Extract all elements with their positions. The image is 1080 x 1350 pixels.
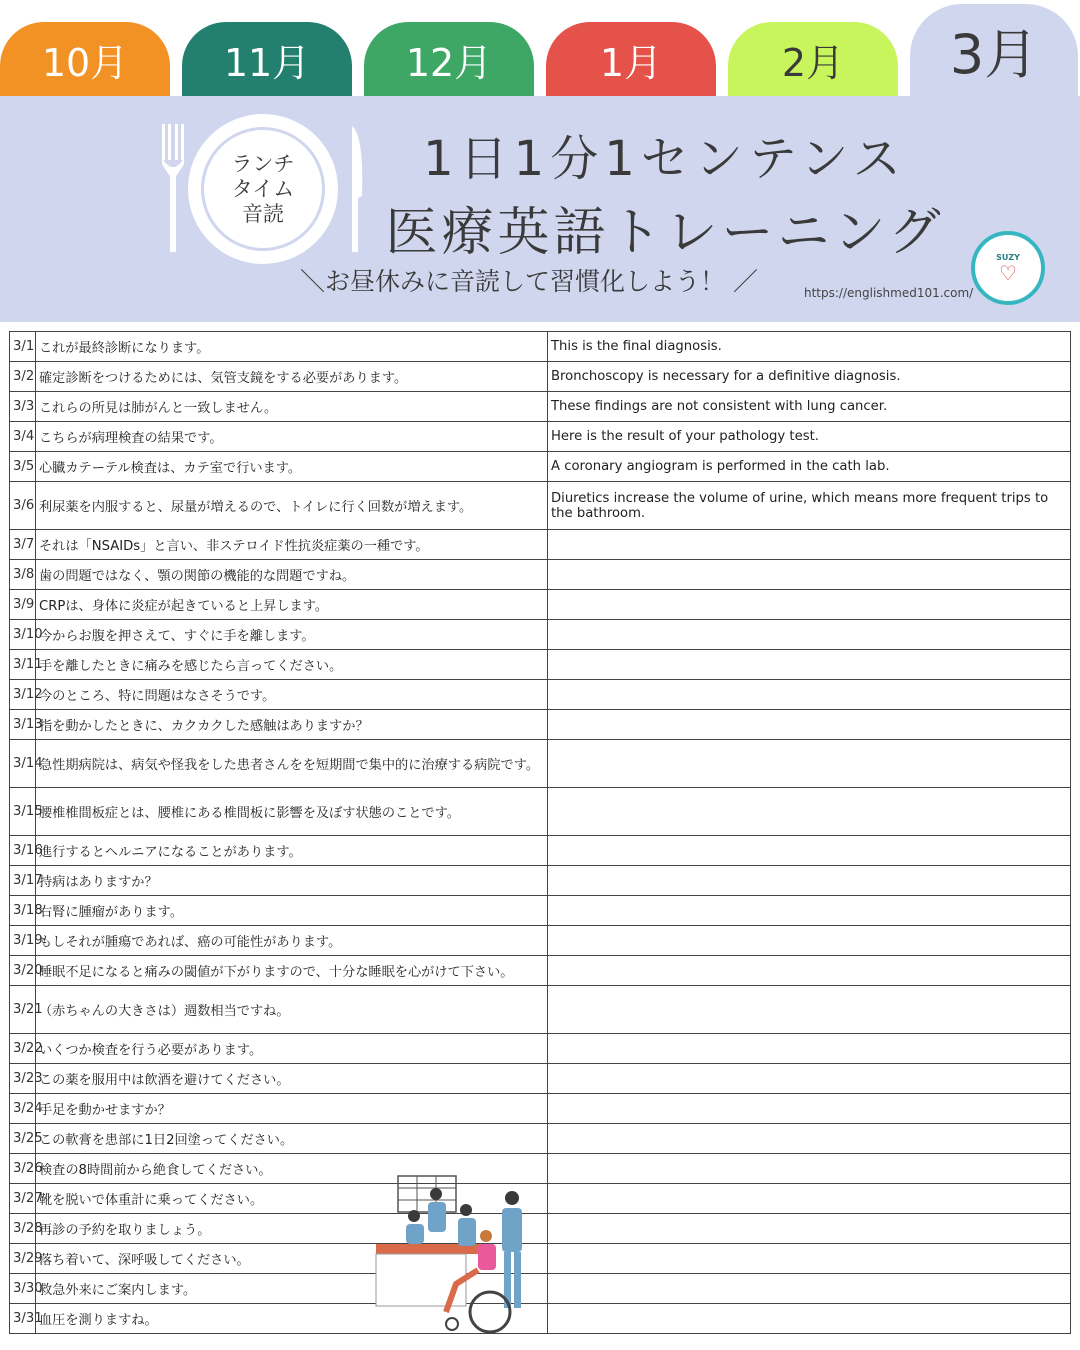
- english-translation-cell[interactable]: [548, 620, 1071, 650]
- date-cell: 3/24: [10, 1094, 36, 1124]
- plate-text-3: 音読: [242, 201, 284, 226]
- table-row: [10, 422, 1071, 452]
- english-translation-cell[interactable]: These findings are not consistent with lung cancer.: [548, 392, 1071, 422]
- knife-icon: [348, 126, 364, 254]
- japanese-sentence-cell: 睡眠不足になると痛みの閾値が下がりますので、十分な睡眠を心がけて下さい。: [36, 956, 548, 986]
- date-cell: 3/1: [10, 332, 36, 362]
- date-cell: 3/4: [10, 422, 36, 452]
- date-cell: 3/19: [10, 926, 36, 956]
- japanese-sentence-cell: 落ち着いて、深呼吸してください。: [36, 1244, 548, 1274]
- english-translation-cell[interactable]: [548, 986, 1071, 1034]
- english-translation-cell[interactable]: [548, 926, 1071, 956]
- english-translation-cell[interactable]: [548, 1274, 1071, 1304]
- english-translation-cell[interactable]: [548, 866, 1071, 896]
- table-row: [10, 620, 1071, 650]
- english-translation-cell[interactable]: [548, 836, 1071, 866]
- tab-november[interactable]: 11月: [182, 22, 352, 96]
- table-row: [10, 1244, 1071, 1274]
- page-title-line2: 医療英語トレーニング: [385, 203, 945, 263]
- page-title-line1: 1日1分1センテンス: [423, 131, 907, 187]
- english-translation-cell[interactable]: [548, 1244, 1071, 1274]
- date-cell: 3/15: [10, 788, 36, 836]
- japanese-sentence-cell: 靴を脱いで体重計に乗ってください。: [36, 1184, 548, 1214]
- english-translation-cell[interactable]: [548, 1154, 1071, 1184]
- table-row: [10, 1304, 1071, 1334]
- date-cell: 3/28: [10, 1214, 36, 1244]
- english-translation-cell[interactable]: [548, 740, 1071, 788]
- table-row: [10, 332, 1071, 362]
- date-cell: 3/9: [10, 590, 36, 620]
- japanese-sentence-cell: 腰椎椎間板症とは、腰椎にある椎間板に影響を及ぼす状態のことです。: [36, 788, 548, 836]
- table-row: [10, 1214, 1071, 1244]
- table-row: [10, 740, 1071, 788]
- english-translation-cell[interactable]: Here is the result of your pathology test.: [548, 422, 1071, 452]
- table-row: [10, 590, 1071, 620]
- japanese-sentence-cell: 手足を動かせますか？: [36, 1094, 548, 1124]
- table-row: [10, 1064, 1071, 1094]
- date-cell: 3/30: [10, 1274, 36, 1304]
- date-cell: 3/2: [10, 362, 36, 392]
- japanese-sentence-cell: 指を動かしたときに、カクカクした感触はありますか？: [36, 710, 548, 740]
- date-cell: 3/31: [10, 1304, 36, 1334]
- date-cell: 3/26: [10, 1154, 36, 1184]
- japanese-sentence-cell: 血圧を測りますね。: [36, 1304, 548, 1334]
- tab-october[interactable]: 10月: [0, 22, 170, 96]
- japanese-sentence-cell: 急性期病院は、病気や怪我をした患者さんをを短期間で集中的に治療する病院です。: [36, 740, 548, 788]
- english-translation-cell[interactable]: This is the final diagnosis.: [548, 332, 1071, 362]
- english-translation-cell[interactable]: [548, 788, 1071, 836]
- table-row: [10, 680, 1071, 710]
- table-row: [10, 866, 1071, 896]
- date-cell: 3/27: [10, 1184, 36, 1214]
- japanese-sentence-cell: こちらが病理検査の結果です。: [36, 422, 548, 452]
- tab-march[interactable]: 3月: [910, 4, 1078, 96]
- english-translation-cell[interactable]: [548, 1214, 1071, 1244]
- table-row: [10, 926, 1071, 956]
- date-cell: 3/12: [10, 680, 36, 710]
- english-translation-cell[interactable]: [548, 956, 1071, 986]
- date-cell: 3/7: [10, 530, 36, 560]
- date-cell: 3/8: [10, 560, 36, 590]
- japanese-sentence-cell: これが最終診断になります。: [36, 332, 548, 362]
- table-row: [10, 956, 1071, 986]
- table-row: [10, 1034, 1071, 1064]
- japanese-sentence-cell: 右腎に腫瘤があります。: [36, 896, 548, 926]
- table-row: [10, 896, 1071, 926]
- header-banner: [0, 96, 1080, 322]
- table-row: [10, 788, 1071, 836]
- japanese-sentence-cell: この軟膏を患部に1日2回塗ってください。: [36, 1124, 548, 1154]
- date-cell: 3/25: [10, 1124, 36, 1154]
- english-translation-cell[interactable]: [548, 560, 1071, 590]
- table-row: [10, 986, 1071, 1034]
- table-row: [10, 560, 1071, 590]
- table-row: [10, 1274, 1071, 1304]
- english-translation-cell[interactable]: Bronchoscopy is necessary for a definitive diagnosis.: [548, 362, 1071, 392]
- japanese-sentence-cell: 救急外来にご案内します。: [36, 1274, 548, 1304]
- english-translation-cell[interactable]: [548, 1064, 1071, 1094]
- japanese-sentence-cell: CRPは、身体に炎症が起きていると上昇します。: [36, 590, 548, 620]
- site-url[interactable]: https://englishmed101.com/: [804, 286, 974, 300]
- date-cell: 3/14: [10, 740, 36, 788]
- japanese-sentence-cell: いくつか検査を行う必要があります。: [36, 1034, 548, 1064]
- table-row: [10, 530, 1071, 560]
- japanese-sentence-cell: 心臓カテーテル検査は、カテ室で行います。: [36, 452, 548, 482]
- table-row: [10, 392, 1071, 422]
- english-translation-cell[interactable]: [548, 1034, 1071, 1064]
- brand-logo: [971, 231, 1045, 305]
- table-row: [10, 1184, 1071, 1214]
- japanese-sentence-cell: 進行するとヘルニアになることがあります。: [36, 836, 548, 866]
- japanese-sentence-cell: 今からお腹を押さえて、すぐに手を離します。: [36, 620, 548, 650]
- date-cell: 3/29: [10, 1244, 36, 1274]
- table-row: [10, 362, 1071, 392]
- japanese-sentence-cell: 今のところ、特に問題はなさそうです。: [36, 680, 548, 710]
- japanese-sentence-cell: この薬を服用中は飲酒を避けてください。: [36, 1064, 548, 1094]
- english-translation-cell[interactable]: [548, 710, 1071, 740]
- page-subtitle: ＼お昼休みに音読して習慣化しよう！ ／: [300, 267, 758, 296]
- fork-icon: [160, 124, 186, 254]
- tab-january[interactable]: 1月: [546, 22, 716, 96]
- table-row: [10, 482, 1071, 530]
- table-row: [10, 1124, 1071, 1154]
- english-translation-cell[interactable]: A coronary angiogram is performed in the cath lab.: [548, 452, 1071, 482]
- table-row: [10, 836, 1071, 866]
- japanese-sentence-cell: 歯の問題ではなく、顎の関節の機能的な問題ですね。: [36, 560, 548, 590]
- english-translation-cell[interactable]: [548, 1304, 1071, 1334]
- english-translation-cell[interactable]: [548, 680, 1071, 710]
- japanese-sentence-cell: 利尿薬を内服すると、尿量が増えるので、トイレに行く回数が増えます。: [36, 482, 548, 530]
- english-translation-cell[interactable]: [548, 650, 1071, 680]
- japanese-sentence-cell: 再診の予約を取りましょう。: [36, 1214, 548, 1244]
- date-cell: 3/10: [10, 620, 36, 650]
- japanese-sentence-cell: 手を離したときに痛みを感じたら言ってください。: [36, 650, 548, 680]
- table-row: [10, 710, 1071, 740]
- sentence-table: [9, 331, 1071, 1334]
- english-translation-cell[interactable]: [548, 590, 1071, 620]
- english-translation-cell[interactable]: [548, 1094, 1071, 1124]
- date-cell: 3/23: [10, 1064, 36, 1094]
- japanese-sentence-cell: それは「NSAIDs」と言い、非ステロイド性抗炎症薬の一種です。: [36, 530, 548, 560]
- plate-text-2: タイム: [231, 176, 295, 201]
- tab-february[interactable]: 2月: [728, 22, 898, 96]
- table-row: [10, 452, 1071, 482]
- table-row: [10, 1094, 1071, 1124]
- heart-stethoscope-icon: ♡: [999, 260, 1017, 285]
- month-tabs: [0, 0, 1080, 96]
- japanese-sentence-cell: これらの所見は肺がんと一致しません。: [36, 392, 548, 422]
- date-cell: 3/11: [10, 650, 36, 680]
- date-cell: 3/6: [10, 482, 36, 530]
- date-cell: 3/16: [10, 836, 36, 866]
- logo-text: SUZY: [996, 252, 1020, 262]
- english-translation-cell[interactable]: Diuretics increase the volume of urine, which means more frequent trips to the bathroom.: [548, 482, 1071, 530]
- date-cell: 3/13: [10, 710, 36, 740]
- english-translation-cell[interactable]: [548, 896, 1071, 926]
- date-cell: 3/3: [10, 392, 36, 422]
- japanese-sentence-cell: 持病はありますか？: [36, 866, 548, 896]
- english-translation-cell[interactable]: [548, 1124, 1071, 1154]
- english-translation-cell[interactable]: [548, 530, 1071, 560]
- date-cell: 3/17: [10, 866, 36, 896]
- date-cell: 3/21: [10, 986, 36, 1034]
- medical-staff-illustration: [372, 1172, 540, 1338]
- table-row: [10, 1154, 1071, 1184]
- date-cell: 3/22: [10, 1034, 36, 1064]
- tab-december[interactable]: 12月: [364, 22, 534, 96]
- english-translation-cell[interactable]: [548, 1184, 1071, 1214]
- date-cell: 3/20: [10, 956, 36, 986]
- japanese-sentence-cell: 検査の8時間前から絶食してください。: [36, 1154, 548, 1184]
- plate-badge: [188, 114, 338, 264]
- japanese-sentence-cell: 確定診断をつけるためには、気管支鏡をする必要があります。: [36, 362, 548, 392]
- date-cell: 3/5: [10, 452, 36, 482]
- plate-text-1: ランチ: [231, 151, 295, 176]
- table-row: [10, 650, 1071, 680]
- date-cell: 3/18: [10, 896, 36, 926]
- japanese-sentence-cell: もしそれが腫瘍であれば、癌の可能性があります。: [36, 926, 548, 956]
- japanese-sentence-cell: （赤ちゃんの大きさは）週数相当ですね。: [36, 986, 548, 1034]
